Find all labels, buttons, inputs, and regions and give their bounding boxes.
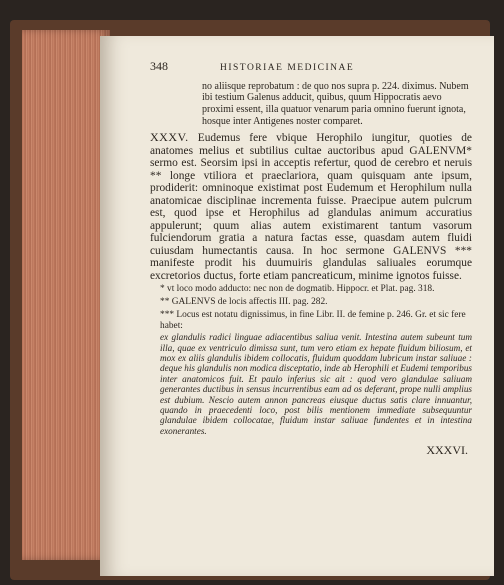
footnote-continued: no aliisque reprobatum : de quo nos supra p. 224. diximus. Nubem ibi testium Galenus adducit, quibus, quum Hippocratis aevo proximi essent, illa quatuor venarum paria omnino fuerunt ignota, hosque inter Antigenes noster comparet. (202, 80, 469, 127)
page-edges (22, 30, 110, 560)
footnote-3-detail: ex glandulis radici linguae adiacentibus saliua venit. Intestina autem subeunt tum illa, quae ex ventriculo dimissa sunt, tum vero etiam ex hepate fluidum biliosum, et mox ex aliis glandulis ibidem collocatis, fluidum quoddam lubricum instar saliuae : deque his glandulis non modica disceptatio, inde ab Herophili et Eudemi temporibus inter anatomicos fuit. Et paulo inferius sic ait : quod vero glandulae saliuam generantes ductibus in sensus incurrentibus eam ad os deferant, prope nulli amplius est dubium. Nescio autem annon pancreas eiusque ductus satis clare innuantur, quando in praecedenti loco, post bilis mentionem immediate subsequuntur glandulae ibidem collocatae, fluidum instar saliuae fundentes et in intestina exonerantes. (160, 332, 472, 436)
page-text (150, 60, 472, 457)
paragraph-text: Eudemus fere vbique Herophilo iungitur, quoties de anatomes melius et subtilius cultae auctoribus apud GALENVM* sermo est. Seorsim ipsi in acceptis refertur, quod de cerebro et neruis ** longe vtiliora et praeclariora, quam quisquam ante ipsum, prodiderit: omninoque existimat post Eudemum et Herophilum nulla anatomicae disciplinae incrementa fuisse. Praecipue autem pulcrum est, quod ipse et Herophilus ad glandulas animum accuratius appulerunt; quum alias autem existimarent tantum vasorum fulciendorum gratia a natura factas esse, quasdam autem fluidi cuiusdam humectantis causa. In hoc sermone GALENVS *** manifeste prodit his duumuiris glandulas saliuales eorumque excretorios ductus, forte etiam pancreaticum, minime ignotos fuisse. (150, 132, 472, 282)
page-header (150, 60, 472, 75)
main-paragraph (150, 131, 472, 282)
footnote-2: ** GALENVS de locis affectis III. pag. 282. (160, 297, 328, 308)
section-number: XXXV. (150, 130, 189, 145)
footnote-1: * vt loco modo adducto: nec non de dogmatib. Hippocr. et Plat. pag. 318. (160, 284, 435, 295)
page-number: 348 (150, 59, 168, 73)
footnote-3: *** Locus est notatu dignissimus, in fine Libr. II. de femine p. 246. Gr. et sic fere habet: (160, 310, 466, 332)
catchword: XXXVI. (426, 443, 468, 458)
running-head: HISTORIAE MEDICINAE (220, 63, 355, 73)
